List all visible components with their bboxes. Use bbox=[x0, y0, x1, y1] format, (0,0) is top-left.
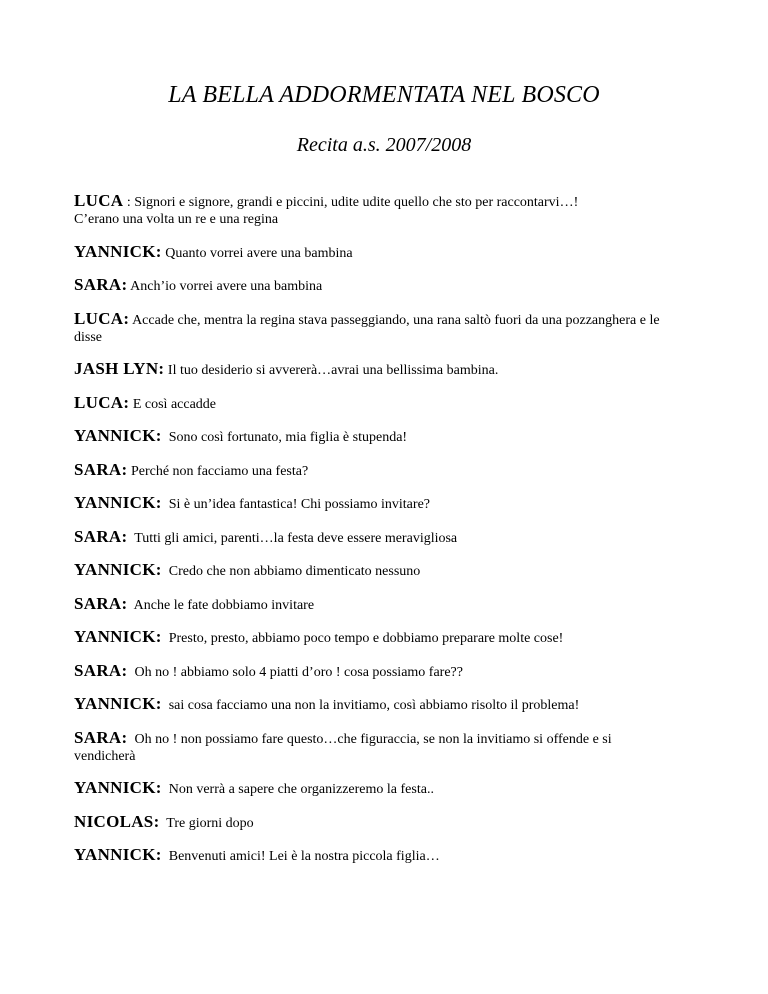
speaker-name: YANNICK: bbox=[74, 241, 162, 261]
speaker-name: YANNICK: bbox=[74, 694, 162, 713]
dialogue-line bbox=[74, 779, 674, 798]
dialogue-line bbox=[74, 595, 674, 614]
dialogue-line bbox=[74, 695, 674, 714]
dialogue-text: Oh no ! non possiamo fare questo…che figuraccia, se non la invitiamo si offende e si vendicherà bbox=[74, 731, 616, 764]
speaker-name: YANNICK: bbox=[74, 778, 162, 797]
dialogue-line bbox=[74, 310, 674, 346]
speaker-name: LUCA: bbox=[74, 308, 130, 328]
speaker-name: JASH LYN: bbox=[74, 359, 165, 378]
dialogue-text: : Signori e signore, grandi e piccini, udite udite quello che sto per raccontarvi…! C’erano una volta un re e una regina bbox=[74, 195, 579, 227]
dialogue-line bbox=[74, 394, 674, 413]
dialogue-line bbox=[74, 243, 674, 262]
speaker-name: LUCA bbox=[74, 191, 124, 210]
speaker-name: SARA: bbox=[74, 660, 128, 680]
dialogue-text: Il tuo desiderio si avvererà…avrai una bellissima bambina. bbox=[164, 363, 499, 378]
dialogue-text: Tre giorni dopo bbox=[159, 815, 254, 831]
dialogue-line bbox=[74, 461, 674, 480]
dialogue-text: sai cosa facciamo una non la invitiamo, così abbiamo risolto il problema! bbox=[161, 698, 580, 713]
dialogue-text: Quanto vorrei avere una bambina bbox=[161, 245, 353, 261]
dialogue-line bbox=[74, 729, 674, 765]
dialogue-text: Presto, presto, abbiamo poco tempo e dobbiamo preparare molte cose! bbox=[161, 631, 564, 646]
dialogue-text: Non verrà a sapere che organizzeremo la festa.. bbox=[161, 782, 434, 797]
dialogue-line bbox=[74, 813, 674, 832]
dialogue-line bbox=[74, 276, 674, 295]
speaker-name: SARA: bbox=[74, 275, 128, 294]
dialogue-text: Perché non facciamo una festa? bbox=[127, 463, 309, 479]
dialogue-line bbox=[74, 662, 674, 681]
speaker-name: SARA: bbox=[74, 593, 128, 613]
speaker-name: YANNICK: bbox=[74, 560, 162, 579]
dialogue-text: Sono così fortunato, mia figlia è stupenda! bbox=[161, 430, 408, 445]
dialogue-text: Tutti gli amici, parenti…la festa deve essere meravigliosa bbox=[127, 530, 458, 546]
dialogue-line bbox=[74, 846, 674, 865]
dialogue-line bbox=[74, 192, 674, 228]
dialogue-text: Anch’io vorrei avere una bambina bbox=[127, 279, 323, 294]
speaker-name: YANNICK: bbox=[74, 845, 162, 864]
speaker-name: YANNICK: bbox=[74, 426, 162, 445]
dialogue-text: Accade che, mentra la regina stava passeggiando, una rana saltò fuori da una pozzanghera e le disse bbox=[74, 312, 664, 345]
dialogue-line bbox=[74, 561, 674, 580]
speaker-name: SARA: bbox=[74, 526, 128, 546]
speaker-name: YANNICK: bbox=[74, 627, 162, 646]
speaker-name: SARA: bbox=[74, 459, 128, 479]
dialogue-line bbox=[74, 628, 674, 647]
speaker-name: LUCA: bbox=[74, 392, 130, 412]
dialogue-text: E così accadde bbox=[129, 396, 217, 412]
dialogue-text: Anche le fate dobbiamo invitare bbox=[127, 597, 315, 613]
dialogue-line bbox=[74, 494, 674, 513]
script-body bbox=[74, 192, 674, 880]
dialogue-text: Credo che non abbiamo dimenticato nessuno bbox=[161, 564, 421, 579]
document-title: LA BELLA ADDORMENTATA NEL BOSCO bbox=[168, 82, 600, 108]
speaker-name: YANNICK: bbox=[74, 493, 162, 512]
dialogue-text: Benvenuti amici! Lei è la nostra piccola figlia… bbox=[161, 849, 440, 864]
document-subtitle: Recita a.s. 2007/2008 bbox=[296, 134, 472, 156]
dialogue-line bbox=[74, 427, 674, 446]
dialogue-line bbox=[74, 360, 674, 379]
speaker-name: NICOLAS: bbox=[74, 811, 160, 831]
dialogue-line bbox=[74, 528, 674, 547]
speaker-name: SARA: bbox=[74, 727, 128, 747]
dialogue-text: Si è un’idea fantastica! Chi possiamo invitare? bbox=[161, 497, 430, 512]
dialogue-text: Oh no ! abbiamo solo 4 piatti d’oro ! cosa possiamo fare?? bbox=[127, 664, 463, 680]
